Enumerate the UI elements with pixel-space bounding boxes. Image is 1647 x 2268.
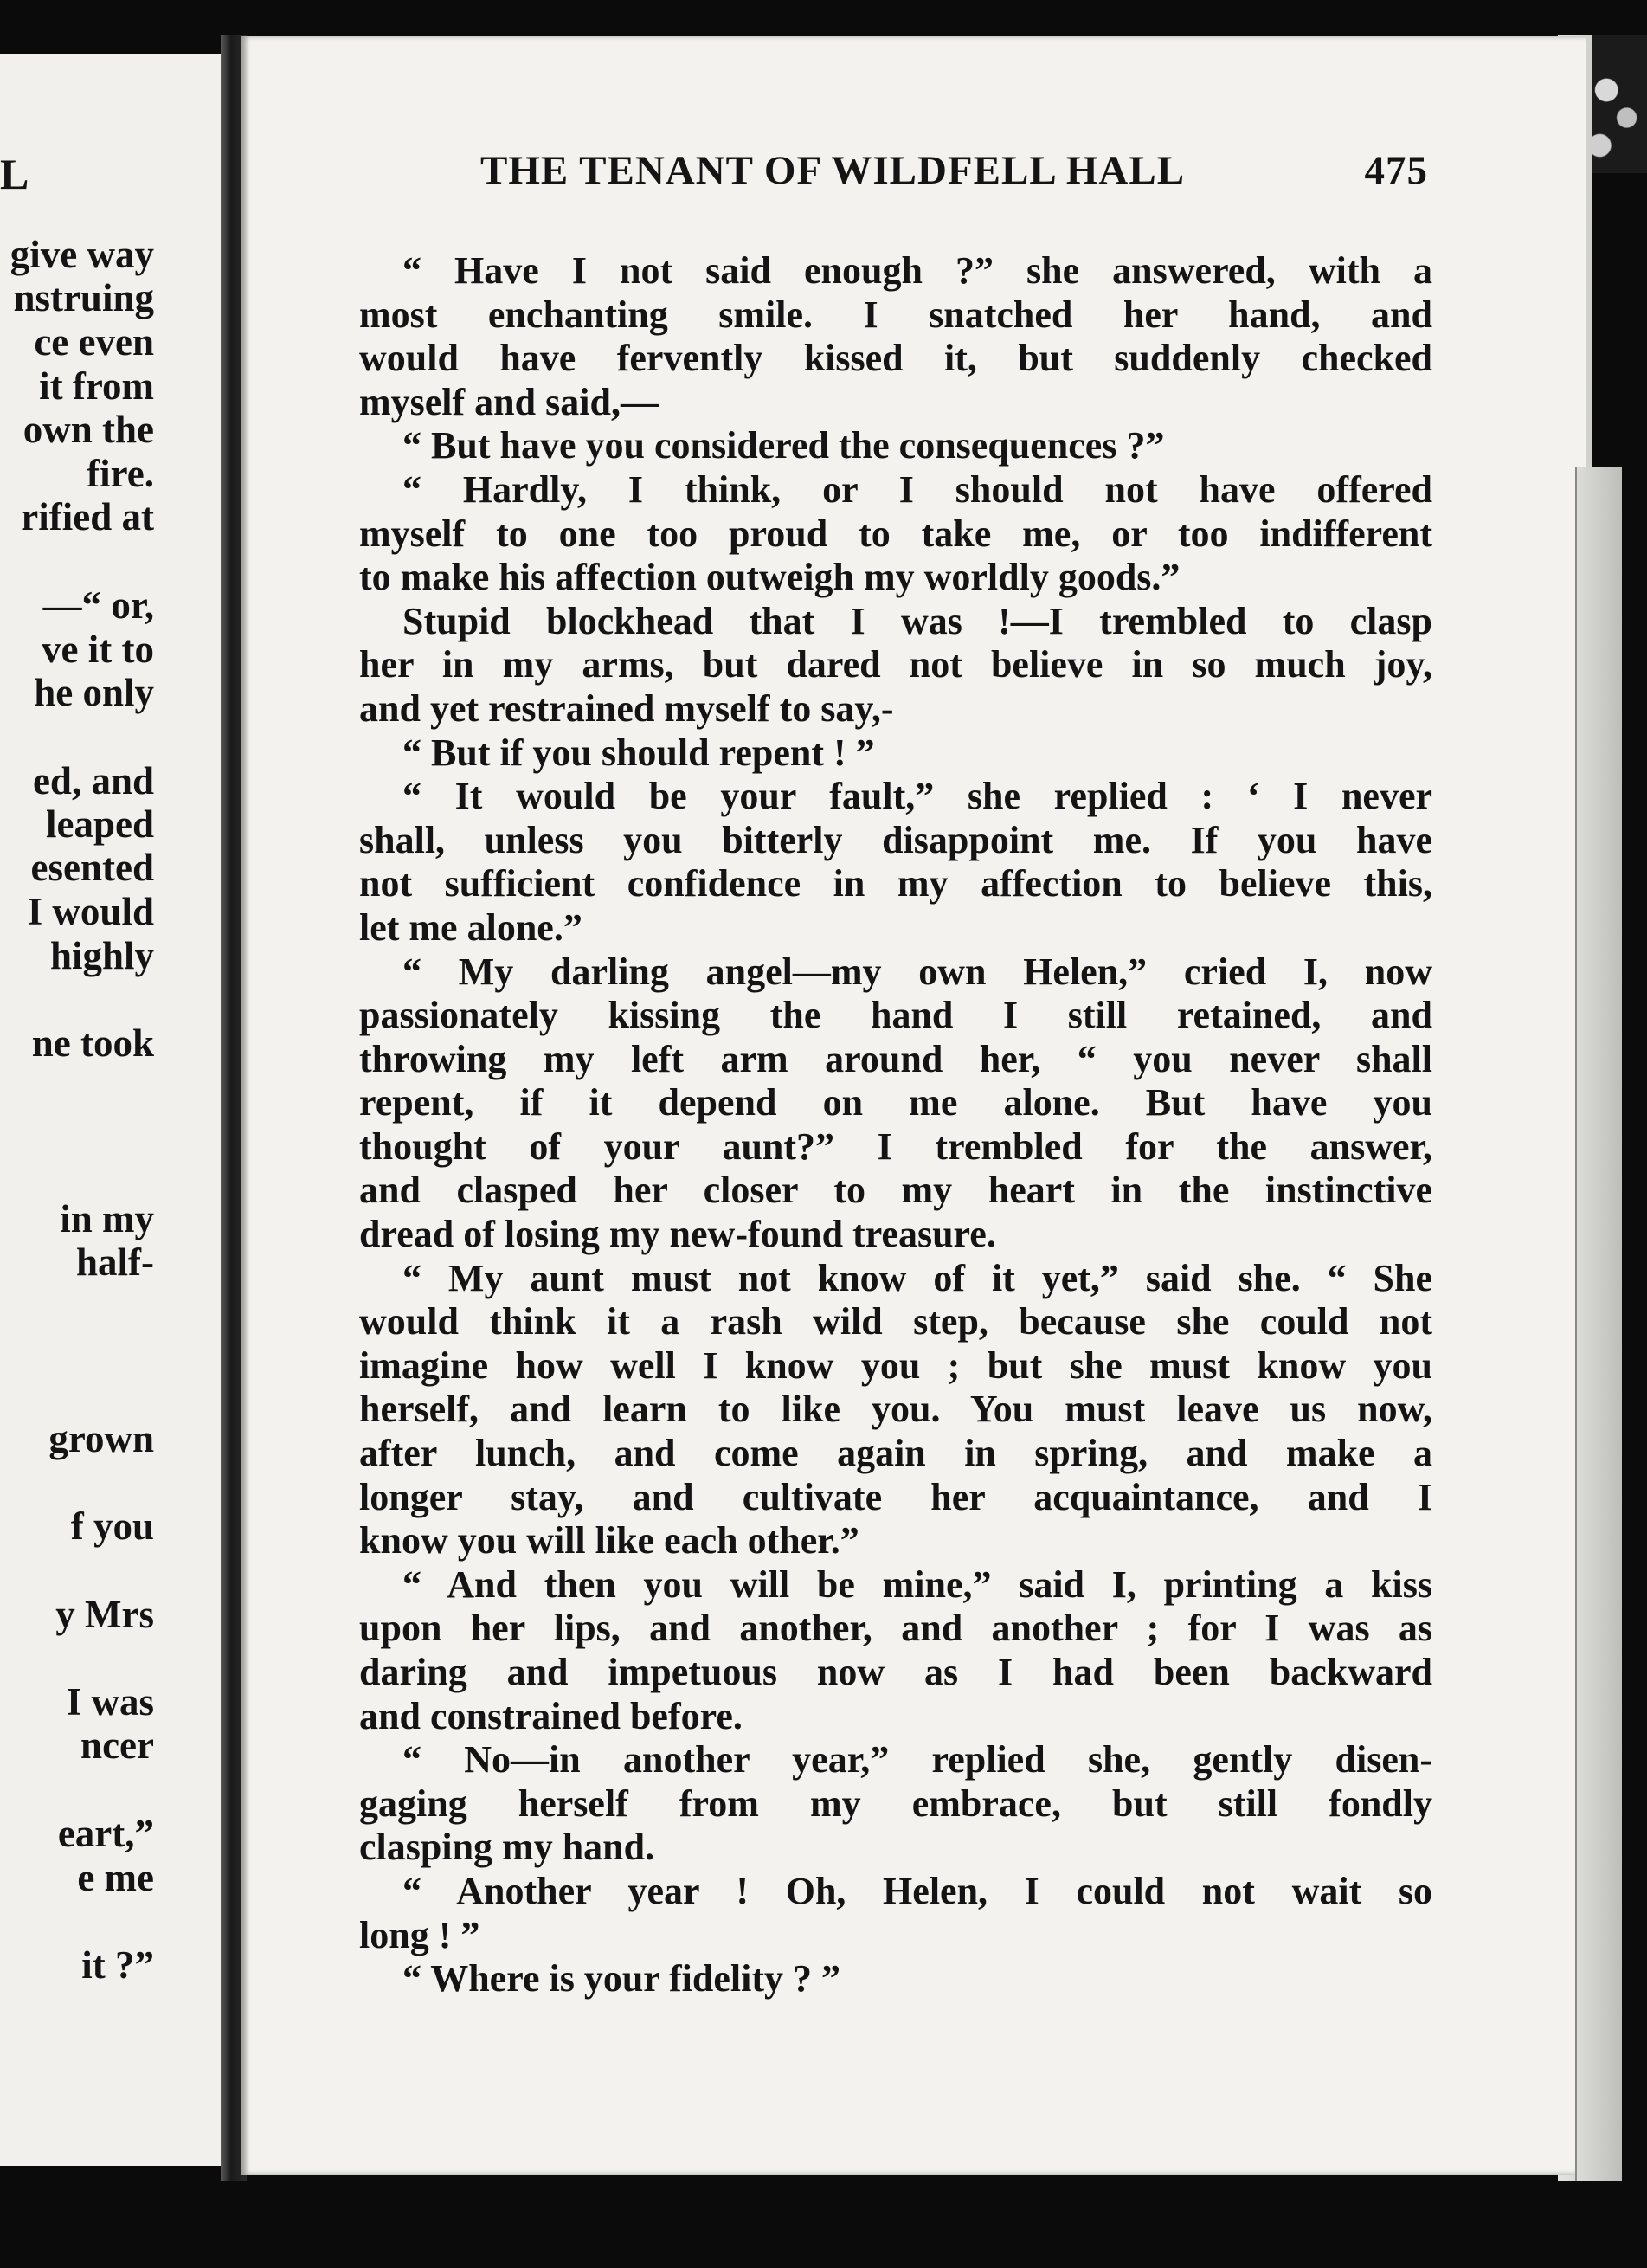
text-line: myself and said,—	[359, 380, 659, 423]
text-line: not sufficient confidence in my affection to believe this,	[359, 862, 1432, 905]
facing-page-line: ne took	[31, 1021, 154, 1065]
text-line: myself to one too proud to take me, or too indifferent	[359, 512, 1432, 555]
text-line: longer stay, and cultivate her acquaintance, and I	[359, 1475, 1432, 1518]
facing-page-line: it ?”	[81, 1943, 154, 1987]
facing-page-line: I would	[27, 890, 154, 933]
text-line: “ It would be your fault,” she replied : ‘ I never	[402, 775, 1432, 818]
text-line: gaging herself from my embrace, but still fondly	[359, 1782, 1432, 1825]
text-line: thought of your aunt?” I trembled for the answer,	[359, 1124, 1432, 1168]
text-line: “ My darling angel—my own Helen,” cried I, now	[402, 950, 1432, 993]
book-title: THE TENANT OF WILDFELL HALL	[480, 148, 1186, 193]
text-line: and clasped her closer to my heart in the instinctive	[359, 1169, 1432, 1212]
facing-page-line: esented	[30, 846, 154, 889]
text-line: would think it a rash wild step, because she could not	[359, 1300, 1432, 1343]
facing-page-line: fire.	[87, 452, 154, 495]
body-text	[359, 249, 1432, 2001]
facing-page-line: own the	[23, 408, 154, 451]
facing-page-line: ce even	[34, 320, 154, 364]
page-stack-edge-lower	[1575, 467, 1622, 2181]
facing-page-line: leaped	[45, 802, 154, 846]
text-line: imagine how well I know you ; but she must know you	[359, 1343, 1432, 1387]
text-line: “ And then you will be mine,” said I, printing a kiss	[402, 1562, 1432, 1606]
text-line: upon her lips, and another, and another ; for I was as	[359, 1607, 1432, 1650]
text-line: repent, if it depend on me alone. But have you	[359, 1081, 1432, 1124]
facing-page-line: ncer	[80, 1724, 154, 1767]
text-line: and constrained before.	[359, 1694, 743, 1737]
text-line: clasping my hand.	[359, 1826, 655, 1869]
text-line: daring and impetuous now as I had been backward	[359, 1651, 1432, 1693]
facing-page-line: highly	[49, 934, 154, 977]
facing-page-line: eart,”	[57, 1812, 154, 1855]
facing-page-line: I was	[66, 1680, 154, 1724]
text-line: throwing my left arm around her, “ you never shall	[359, 1037, 1432, 1080]
text-line: shall, unless you bitterly disappoint me. If you have	[359, 818, 1432, 861]
text-line: “ Have I not said enough ?” she answered, with a	[402, 249, 1432, 292]
facing-page-line: in my	[60, 1197, 154, 1240]
text-line: her in my arms, but dared not believe in so much joy,	[359, 643, 1432, 686]
page-number: 475	[1364, 148, 1428, 193]
text-line: “ Hardly, I think, or I should not have offered	[402, 467, 1432, 511]
text-line: Stupid blockhead that I was !—I trembled to clasp	[402, 599, 1432, 642]
facing-page-line: f you	[70, 1504, 154, 1548]
facing-page-line: give way	[10, 233, 154, 276]
text-line: “ Another year ! Oh, Helen, I could not wait so	[402, 1869, 1432, 1912]
text-line: “ Where is your fidelity ? ”	[402, 1957, 840, 2001]
text-line: “ My aunt must not know of it yet,” said she. “ She	[402, 1256, 1432, 1299]
text-line: herself, and learn to like you. You must leave us now,	[359, 1388, 1432, 1431]
text-line: and yet restrained myself to say,-	[359, 686, 894, 730]
facing-page-line: ed, and	[32, 759, 154, 802]
text-line: “ But if you should repent ! ”	[402, 731, 875, 774]
text-line: passionately kissing the hand I still retained, and	[359, 994, 1432, 1037]
facing-page-line: nstruing	[13, 276, 154, 319]
text-line: long ! ”	[359, 1913, 480, 1956]
facing-page-left	[0, 54, 234, 2166]
facing-page-line: rified at	[21, 495, 154, 538]
facing-page-line: grown	[48, 1417, 154, 1460]
facing-page-line: ve it to	[42, 628, 154, 671]
text-line: most enchanting smile. I snatched her hand, and	[359, 293, 1432, 336]
facing-page-line: it from	[39, 364, 154, 408]
text-line: to make his affection outweigh my worldly goods.”	[359, 556, 1181, 599]
text-line: “ No—in another year,” replied she, gently disen-	[402, 1738, 1432, 1782]
text-line: would have fervently kissed it, but suddenly checked	[359, 337, 1432, 380]
facing-page-running-head: L	[0, 150, 30, 198]
facing-page-line: —“ or,	[42, 583, 154, 627]
text-line: “ But have you considered the consequences ?”	[402, 424, 1165, 467]
text-line: let me alone.”	[359, 905, 582, 949]
text-line: after lunch, and come again in spring, and make a	[359, 1432, 1432, 1475]
text-line: know you will like each other.”	[359, 1519, 859, 1562]
text-line: dread of losing my new-found treasure.	[359, 1213, 996, 1256]
facing-page-line: y Mrs	[55, 1593, 154, 1636]
facing-page-line: e me	[77, 1856, 154, 1899]
facing-page-line: half-	[76, 1240, 154, 1284]
facing-page-line: he only	[34, 671, 154, 714]
